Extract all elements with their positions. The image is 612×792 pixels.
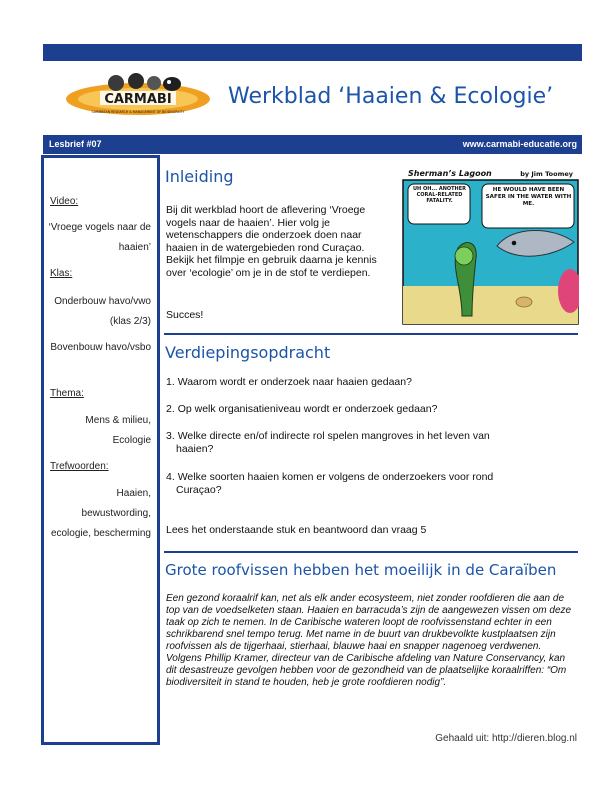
assignment-heading: Verdiepingsopdracht xyxy=(165,343,331,362)
carmabi-logo xyxy=(64,73,212,117)
question-2 xyxy=(166,403,566,416)
lesson-number: Lesbrief #07 xyxy=(49,139,102,149)
section-divider-1 xyxy=(164,333,578,335)
comic-title: Sherman’s Lagoon xyxy=(408,169,492,178)
sidebar-trefwoorden-value: Haaien, bewustwording, ecologie, bescherming xyxy=(50,488,151,539)
article-body: Een gezond koraalrif kan, net als elk ander ecosysteem, niet zonder roofdieren die aan de top van de voedselketen staan. Haaien en barracuda’s zijn de aangewezen vissen om deze taak op zich te nemen. In de Caribische wateren loopt de roofvissenstand echter in een schrikbarend snel tempo terug. Met name in de buurt van drukbevolkte kustplaatsen zijn roofvissen als de tijgerhaai, stierhaai, blauwe haai en snapper nagenoeg verdwenen. Volgens Phillip Kramer, directeur van de Caribische afdeling van Nature Conservancy, kan dit desastreuze gevolgen hebben voor de gezondheid van de plaatselijke koraalriffen: “Om biodiversiteit in stand te houden, heb je grote roofdieren nodig”. xyxy=(166,593,572,688)
intro-heading: Inleiding xyxy=(165,167,234,186)
intro-paragraph: Bij dit werkblad hoort de aflevering ‘Vroege vogels naar de haaien’. Hier volg je wetenschappers die onderzoek doen naar haaien in de watergebieden rond Curaçao. Bekijk het filmpje en gebruik daarna je kennis over ‘ecologie’ om je in de stof te verdiepen. xyxy=(166,204,377,279)
comic-author: by Jim Toomey xyxy=(520,170,573,178)
sidebar-video-label: Video: xyxy=(50,196,79,207)
website-link[interactable]: www.carmabi-educatie.org xyxy=(462,139,577,149)
sidebar-video-value: ‘Vroege vogels naar de haaien’ xyxy=(48,222,151,253)
question-2-text: Op welk organisatieniveau wordt er onderzoek gedaan? xyxy=(177,403,438,415)
comic-bubble-right: HE WOULD HAVE BEEN SAFER IN THE WATER WITH ME. xyxy=(485,187,572,207)
sidebar-thema-label: Thema: xyxy=(50,388,84,399)
question-3-text: Welke directe en/of indirecte rol spelen mangroves in het leven van xyxy=(177,430,490,442)
info-band xyxy=(43,135,582,154)
logo-tagline: CARIBBEAN RESEARCH & MANAGEMENT OF BIODIVERSITY xyxy=(91,110,185,114)
question-4 xyxy=(166,471,566,496)
sidebar-klas-value-2: Bovenbouw havo/vsbo xyxy=(50,342,151,353)
top-color-bar xyxy=(43,44,582,61)
article-source: Gehaald uit: http://dieren.blog.nl xyxy=(435,733,577,744)
sidebar-thema-value: Mens & milieu, Ecologie xyxy=(85,415,151,446)
article-heading: Grote roofvissen hebben het moeilijk in de Caraïben xyxy=(165,561,557,579)
logo-text: CARMABI xyxy=(104,92,172,107)
sherman-comic xyxy=(402,166,579,325)
sidebar-klas-value-1: Onderbouw havo/vwo (klas 2/3) xyxy=(54,296,151,327)
assignment-instruction: Lees het onderstaande stuk en beantwoord dan vraag 5 xyxy=(166,524,427,536)
intro-closing: Succes! xyxy=(166,309,204,321)
sidebar xyxy=(41,155,160,745)
question-3 xyxy=(166,430,566,455)
question-1-number: 1. xyxy=(166,376,175,388)
question-1 xyxy=(166,376,566,389)
comic-bubble-left: UH OH... ANOTHER CORAL-RELATED FATALITY. xyxy=(412,186,467,204)
page-title: Werkblad ‘Haaien & Ecologie’ xyxy=(228,84,554,109)
sidebar-trefwoorden-label: Trefwoorden: xyxy=(50,461,109,472)
question-1-text: Waarom wordt er onderzoek naar haaien gedaan? xyxy=(177,376,412,388)
sidebar-klas-label: Klas: xyxy=(50,268,73,279)
question-2-number: 2. xyxy=(166,403,175,415)
question-4-number: 4. xyxy=(166,471,175,483)
question-3-text-cont: haaien? xyxy=(176,442,214,455)
question-3-number: 3. xyxy=(166,430,175,442)
question-4-text-cont: Curaçao? xyxy=(176,483,222,496)
section-divider-2 xyxy=(164,551,578,553)
question-4-text: Welke soorten haaien komen er volgens de onderzoekers voor rond xyxy=(177,471,494,483)
